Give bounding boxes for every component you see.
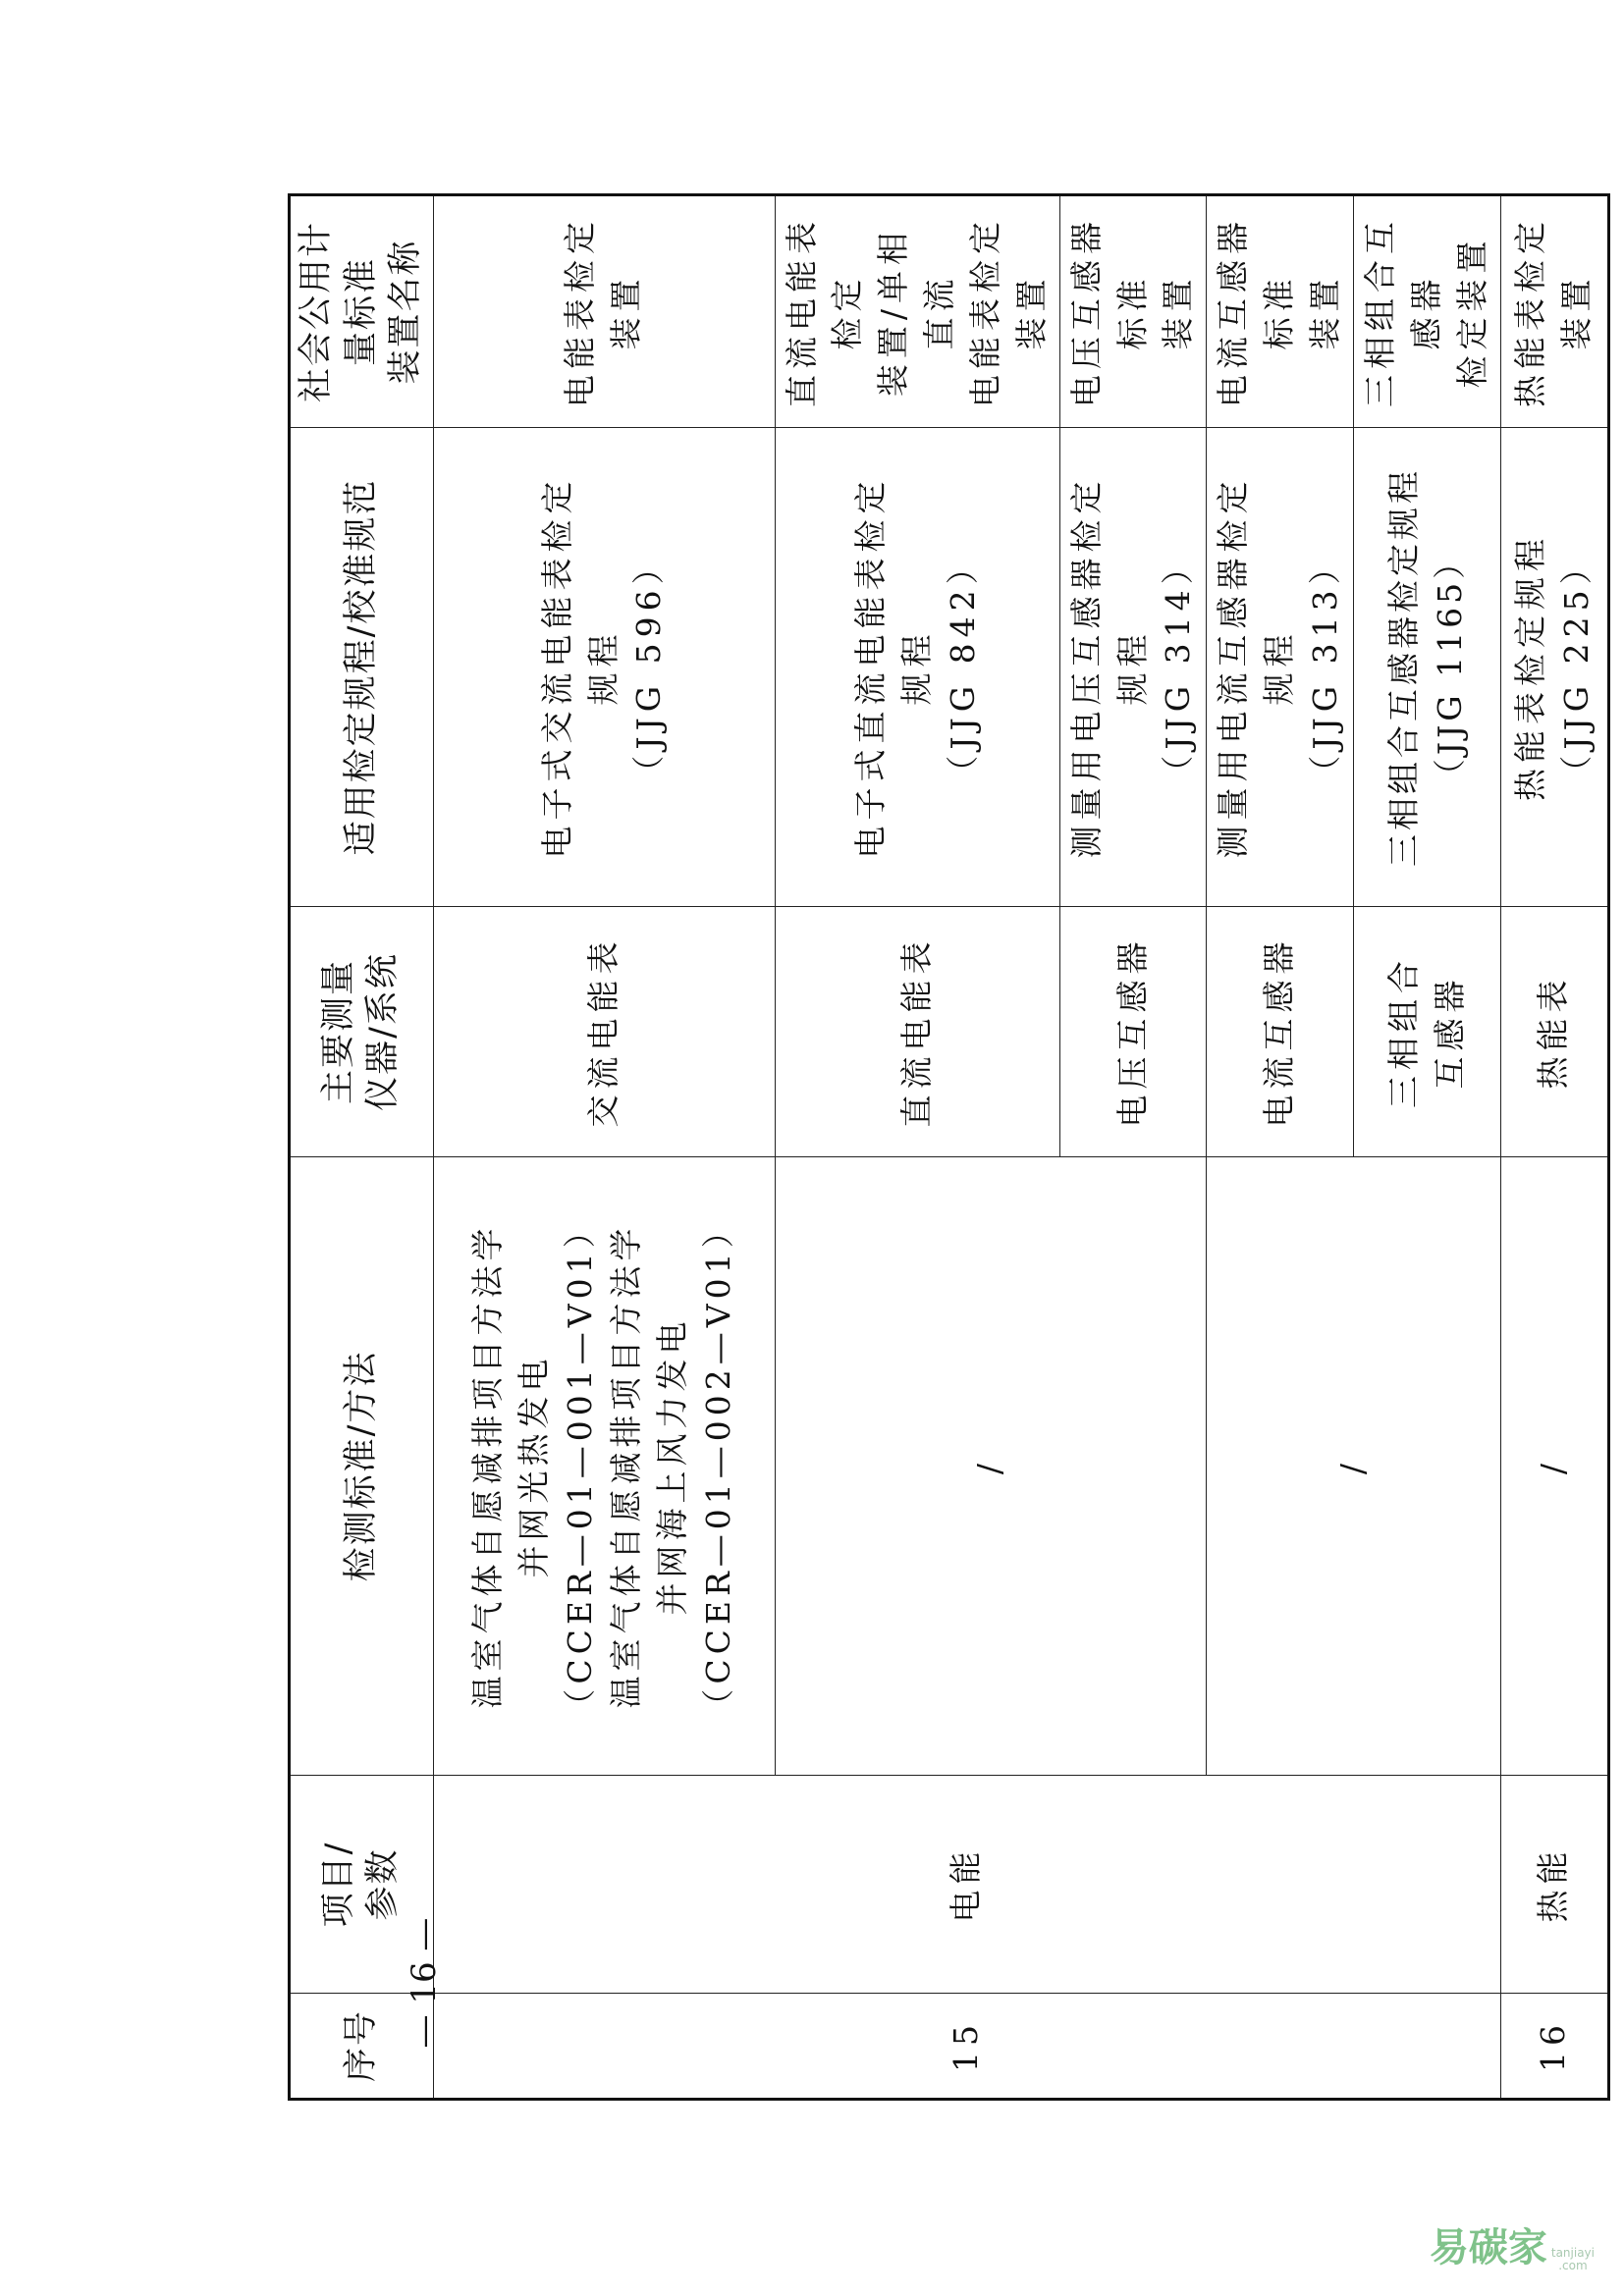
row16-item: 热能 bbox=[1500, 1776, 1608, 1994]
row15-sub4-regulation: 测量用电流互感器检定 规程 （JJG 313） bbox=[1207, 428, 1354, 907]
row15-item: 电能 bbox=[433, 1776, 1500, 1994]
row15-sub3-regulation: 测量用电压互感器检定 规程 （JJG 314） bbox=[1059, 428, 1207, 907]
row15-sub1-instrument: 交流电能表 bbox=[433, 907, 775, 1157]
header-item: 项目/ 参数 bbox=[290, 1776, 434, 1994]
row15-slash-2: / bbox=[1207, 1157, 1501, 1776]
table-row-15-sub1 bbox=[433, 195, 775, 2100]
row15-sub4-device: 电流互感器标准 装置 bbox=[1207, 195, 1354, 428]
row15-sub4-instrument: 电流互感器 bbox=[1207, 907, 1354, 1157]
header-instrument: 主要测量 仪器/系统 bbox=[290, 907, 434, 1157]
row15-sub5-instrument: 三相组合 互感器 bbox=[1354, 907, 1501, 1157]
row15-sub2-instrument: 直流电能表 bbox=[775, 907, 1059, 1157]
standards-table bbox=[288, 193, 1610, 2101]
header-method: 检测标准/方法 bbox=[290, 1157, 434, 1776]
row16-instrument: 热能表 bbox=[1500, 907, 1608, 1157]
page-number-text: — 16 — bbox=[405, 1917, 444, 2049]
row15-sub2-device: 直流电能表检定 装置/单相直流 电能表检定装置 bbox=[775, 195, 1059, 428]
row15-sub1-regulation: 电子式交流电能表检定 规程 （JJG 596） bbox=[433, 428, 775, 907]
header-row bbox=[290, 195, 434, 2100]
row16-regulation: 热能表检定规程 （JJG 225） bbox=[1500, 428, 1608, 907]
row15-sub2-regulation: 电子式直流电能表检定 规程 （JJG 842） bbox=[775, 428, 1059, 907]
row15-method: 温室气体自愿减排项目方法学 并网光热发电 （CCER—01—001—V01） 温室气体自愿减排项目方法学 并网海上风力发电 （CCER—01—002—V01） bbox=[433, 1157, 775, 1776]
row16-method: / bbox=[1500, 1157, 1608, 1776]
watermark-domain: tanjiayi .com bbox=[1550, 2245, 1595, 2272]
header-seq: 序号 bbox=[290, 1994, 434, 2100]
row15-sub3-instrument: 电压互感器 bbox=[1059, 907, 1207, 1157]
page-number bbox=[375, 1917, 473, 2049]
row16-device: 热能表检定装置 bbox=[1500, 195, 1608, 428]
header-regulation: 适用检定规程/校准规范 bbox=[290, 428, 434, 907]
header-device: 社会公用计量标准 装置名称 bbox=[290, 195, 434, 428]
watermark-logo-icon: 易碳家 bbox=[1429, 2225, 1547, 2270]
table-row-16 bbox=[1500, 195, 1608, 2100]
row15-seq: 15 bbox=[433, 1994, 1500, 2100]
row15-sub1-device: 电能表检定装置 bbox=[433, 195, 775, 428]
row15-sub5-regulation: 三相组合互感器检定规程 （JJG 1165） bbox=[1354, 428, 1501, 907]
row15-slash-1: / bbox=[775, 1157, 1207, 1776]
rotated-table-wrapper bbox=[288, 196, 1596, 2101]
watermark bbox=[1430, 2216, 1595, 2272]
row15-sub3-device: 电压互感器标准 装置 bbox=[1059, 195, 1207, 428]
row15-sub5-device: 三相组合互感器 检定装置 bbox=[1354, 195, 1501, 428]
row16-seq: 16 bbox=[1500, 1994, 1608, 2100]
